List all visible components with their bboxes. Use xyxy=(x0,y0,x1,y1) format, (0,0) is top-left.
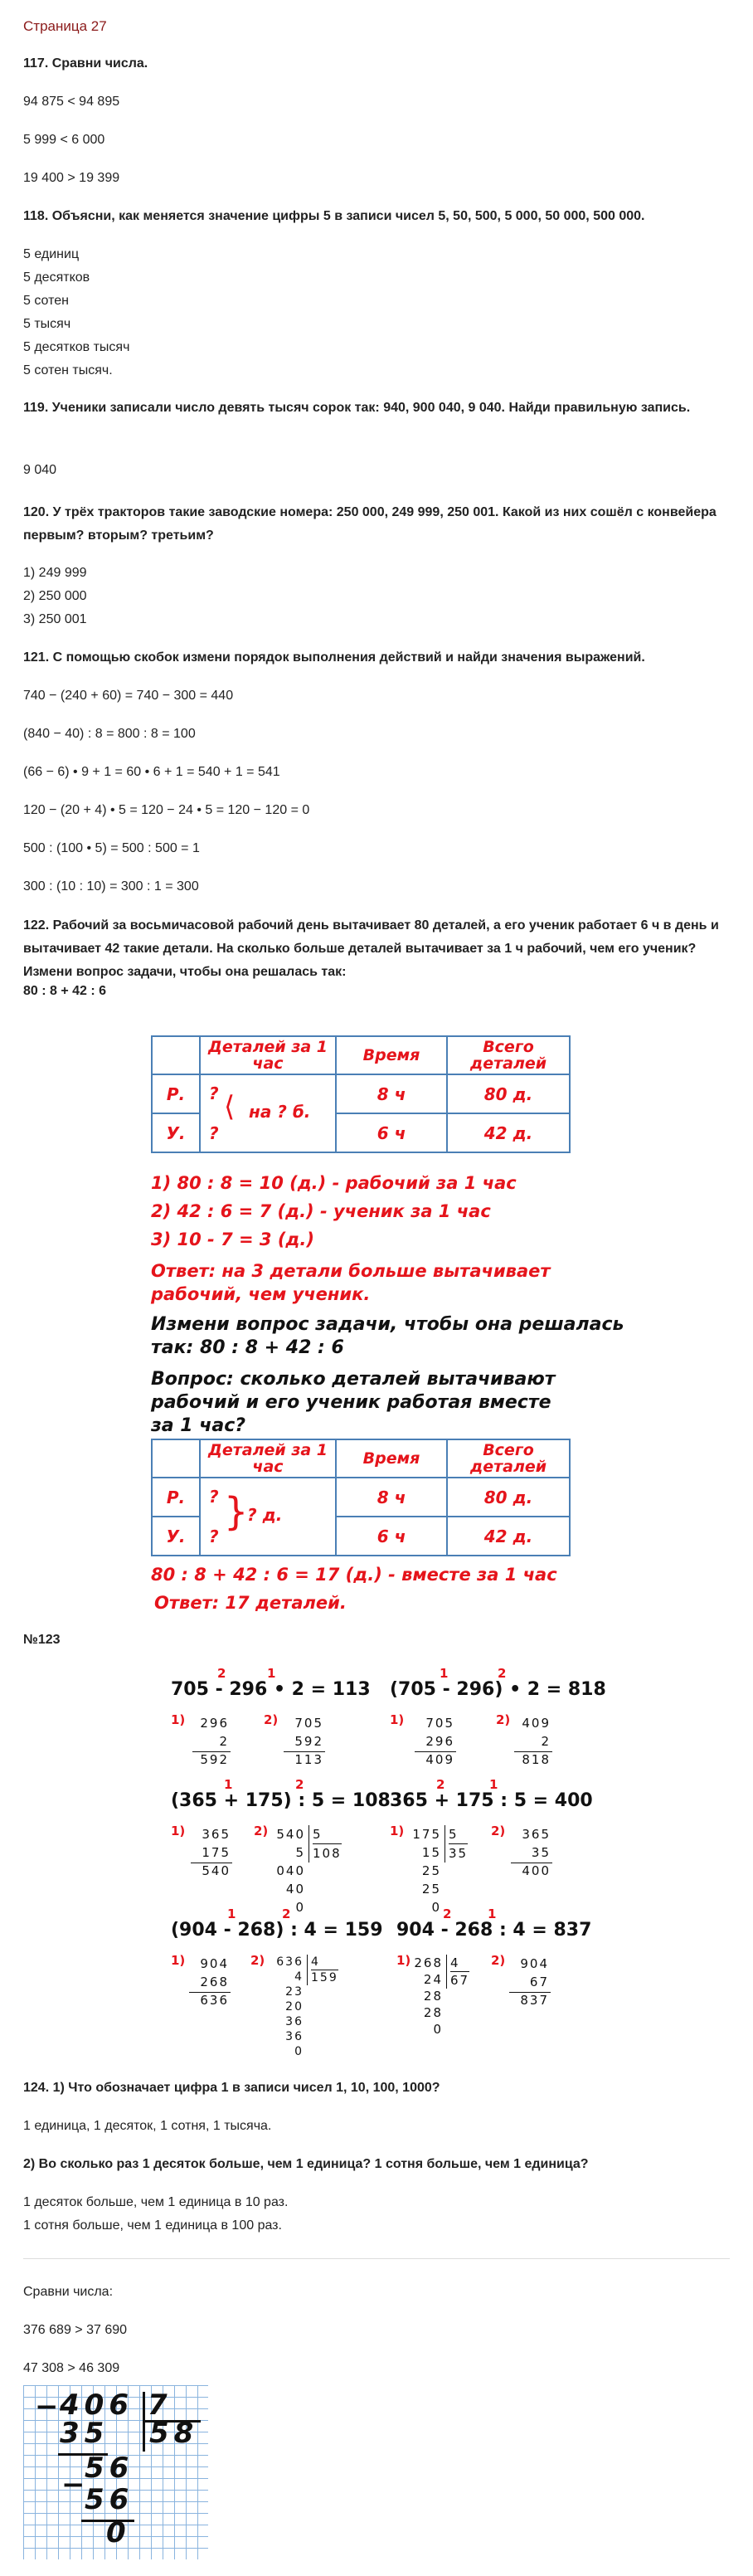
step-number: 2) xyxy=(254,1824,269,1838)
expression: 904 - 268 : 4 = 837 xyxy=(396,1920,592,1941)
order-mark: 1 xyxy=(489,1777,498,1792)
order-mark: 2 xyxy=(498,1666,507,1681)
task-123-heading: №123 xyxy=(23,1633,61,1647)
task-122-table-1 xyxy=(151,1035,571,1153)
task-121-line: 120 − (20 + 4) • 5 = 120 − 24 • 5 = 120 − 120 = 0 xyxy=(23,803,310,817)
row-label: Р. xyxy=(152,1074,200,1113)
dividend: 406 xyxy=(60,2389,134,2422)
table-cell xyxy=(200,1074,336,1152)
subtrahend: 56 xyxy=(85,2483,134,2516)
step-number: 1) xyxy=(390,1712,405,1727)
question-mark: ? xyxy=(209,1487,219,1507)
task-120-line: 3) 250 001 xyxy=(23,612,87,626)
table-header: Время xyxy=(336,1036,447,1074)
brace-icon: } xyxy=(224,1489,249,1534)
divisor: 7 xyxy=(148,2389,168,2422)
remainder-step: 56 xyxy=(85,2452,134,2485)
table-header: Деталей за 1 час xyxy=(200,1439,336,1478)
table-cell: 42 д. xyxy=(447,1113,570,1152)
compare-line: 376 689 > 37 690 xyxy=(23,2323,128,2337)
table-cell: 80 д. xyxy=(447,1478,570,1517)
task-118-line: 5 сотен xyxy=(23,294,69,308)
step-number: 2) xyxy=(496,1712,511,1727)
step-number: 2) xyxy=(491,1824,506,1838)
table-cell xyxy=(200,1478,336,1556)
task-124-answer: 1 сотня больше, чем 1 единица в 100 раз. xyxy=(23,2218,282,2233)
task-119-answer: 9 040 xyxy=(23,463,57,477)
task-124-answer: 1 десяток больше, чем 1 единица в 10 раз. xyxy=(23,2195,289,2209)
table-header: Всего деталей xyxy=(447,1036,570,1074)
step-number: 1) xyxy=(390,1824,405,1838)
calc-column: 5 35 xyxy=(445,1825,468,1863)
answer-line: Ответ: на 3 детали больше вытачивает xyxy=(151,1261,551,1281)
expression: (705 - 296) • 2 = 818 xyxy=(390,1679,606,1700)
page-title: Страница 27 xyxy=(23,18,107,34)
task-120-line: 2) 250 000 xyxy=(23,589,87,603)
order-mark: 1 xyxy=(440,1666,449,1681)
change-question-line: Измени вопрос задачи, чтобы она решалась xyxy=(151,1314,624,1335)
expression: 705 - 296 • 2 = 113 xyxy=(171,1679,371,1700)
row-label: У. xyxy=(152,1517,200,1556)
step-number: 2) xyxy=(491,1953,506,1968)
calc-column: 409 2 818 xyxy=(522,1716,551,1767)
table-cell xyxy=(152,1439,200,1478)
task-121-line: (840 − 40) : 8 = 800 : 8 = 100 xyxy=(23,727,196,741)
task-117-line: 94 875 < 94 895 xyxy=(23,95,120,109)
step-number: 1) xyxy=(171,1712,186,1727)
task-118-line: 5 десятков xyxy=(23,270,90,285)
table-header: Всего деталей xyxy=(447,1439,570,1478)
task-120-heading: 120. У трёх тракторов такие заводские номера: 250 000, 249 999, 250 001. Какой из них сошёл с конвейера первым? вторым? третьим? xyxy=(23,505,717,543)
compare-heading: Сравни числа: xyxy=(23,2285,114,2299)
order-mark: 1 xyxy=(267,1666,276,1681)
table-cell: 80 д. xyxy=(447,1074,570,1113)
task-117-line: 5 999 < 6 000 xyxy=(23,133,105,147)
brace-arrow-icon: ⟨ xyxy=(224,1090,236,1123)
minus-sign: − xyxy=(35,2390,59,2423)
table-cell: 6 ч xyxy=(336,1113,447,1152)
order-mark: 1 xyxy=(224,1777,233,1792)
final-answer-line: Ответ: 17 деталей. xyxy=(154,1593,347,1613)
calc-column: 904 268 636 xyxy=(200,1956,229,2008)
table-cell xyxy=(152,1036,200,1074)
task-120-line: 1) 249 999 xyxy=(23,566,87,580)
table-cell: 42 д. xyxy=(447,1517,570,1556)
task-119-heading: 119. Ученики записали число девять тысяч сорок так: 940, 900 040, 9 040. Найди правильную запись. xyxy=(23,401,691,415)
order-mark: 2 xyxy=(436,1777,445,1792)
change-question-line: так: 80 : 8 + 42 : 6 xyxy=(151,1337,344,1358)
minus-sign: − xyxy=(61,2468,85,2501)
new-question-line: за 1 час? xyxy=(151,1415,246,1436)
order-mark: 2 xyxy=(443,1906,452,1921)
calc-column: 705 592 113 xyxy=(294,1716,323,1767)
task-121-line: (66 − 6) • 9 + 1 = 60 • 6 + 1 = 540 + 1 = 541 xyxy=(23,765,280,779)
step-number: 2) xyxy=(264,1712,279,1727)
question-mark: ? xyxy=(209,1123,219,1143)
calc-column: 4 159 xyxy=(307,1955,338,1985)
order-mark: 1 xyxy=(488,1906,497,1921)
task-121-line: 740 − (240 + 60) = 740 − 300 = 440 xyxy=(23,689,234,703)
expression: 365 + 175 : 5 = 400 xyxy=(390,1790,593,1811)
table-cell: 6 ч xyxy=(336,1517,447,1556)
task-121-heading: 121. С помощью скобок измени порядок выполнения действий и найди значения выражений. xyxy=(23,650,645,665)
order-mark: 2 xyxy=(217,1666,226,1681)
task-118-line: 5 десятков тысяч xyxy=(23,340,130,354)
table-header: Время xyxy=(336,1439,447,1478)
table-cell: 8 ч xyxy=(336,1478,447,1517)
quotient: 58 xyxy=(149,2417,199,2450)
step-number: 1) xyxy=(171,1953,186,1968)
calc-column: 636 4 23 20 36 36 0 xyxy=(276,1955,304,2058)
calc-column: 4 67 xyxy=(446,1955,469,1989)
task-121-line: 300 : (10 : 10) = 300 : 1 = 300 xyxy=(23,879,199,894)
table-cell: 8 ч xyxy=(336,1074,447,1113)
calc-column: 268 24 28 28 0 xyxy=(414,1955,443,2037)
calc-column: 175 15 25 25 0 xyxy=(412,1827,441,1915)
new-question-line: рабочий и его ученик работая вместе xyxy=(151,1392,551,1413)
expression: (904 - 268) : 4 = 159 xyxy=(171,1920,383,1941)
task-124-heading: 124. 1) Что обозначает цифра 1 в записи чисел 1, 10, 100, 1000? xyxy=(23,2081,440,2095)
step-number: 1) xyxy=(396,1953,411,1968)
task-124-heading: 2) Во сколько раз 1 десяток больше, чем 1 единица? 1 сотня больше, чем 1 единица? xyxy=(23,2157,589,2171)
calc-column: 296 2 592 xyxy=(200,1716,229,1767)
order-mark: 2 xyxy=(295,1777,304,1792)
task-117-heading: 117. Сравни числа. xyxy=(23,56,148,71)
task-118-line: 5 сотен тысяч. xyxy=(23,363,113,377)
question-mark: ? xyxy=(209,1083,219,1103)
brace-label: на ? б. xyxy=(249,1102,311,1122)
task-117-line: 19 400 > 19 399 xyxy=(23,171,120,185)
step-number: 1) xyxy=(171,1824,186,1838)
task-118-heading: 118. Объясни, как меняется значение цифры 5 в записи чисел 5, 50, 500, 5 000, 50 000, 500 000. xyxy=(23,209,645,223)
calc-column: 540 5 040 40 0 xyxy=(276,1827,305,1915)
calc-column: 5 108 xyxy=(308,1825,342,1863)
task-122-heading: 122. Рабочий за восьмичасовой рабочий день вытачивает 80 деталей, а его ученик работает 6 ч в день и вытачивает 42 такие детали. На сколько больше деталей вытачивает за 1 ч рабочий, чем его ученик? Измени вопрос задачи, чтобы она решалась так: xyxy=(23,918,719,979)
order-mark: 2 xyxy=(282,1906,291,1921)
row-label: У. xyxy=(152,1113,200,1152)
divider xyxy=(23,2258,730,2259)
task-122-expression: 80 : 8 + 42 : 6 xyxy=(23,984,107,998)
task-118-line: 5 тысяч xyxy=(23,317,71,331)
task-124-answer: 1 единица, 1 десяток, 1 сотня, 1 тысяча. xyxy=(23,2119,272,2133)
subtrahend: 35 xyxy=(60,2417,109,2450)
question-mark: ? xyxy=(209,1527,219,1546)
final-solution-line: 80 : 8 + 42 : 6 = 17 (д.) - вместе за 1 час xyxy=(151,1565,557,1585)
task-121-line: 500 : (100 • 5) = 500 : 500 = 1 xyxy=(23,841,200,855)
calc-column: 365 35 400 xyxy=(522,1827,551,1878)
long-division-grid xyxy=(23,2385,208,2559)
new-question-line: Вопрос: сколько деталей вытачивают xyxy=(151,1369,556,1390)
expression: (365 + 175) : 5 = 108 xyxy=(171,1790,391,1811)
calc-column: 904 67 837 xyxy=(520,1956,549,2008)
solution-line: 1) 80 : 8 = 10 (д.) - рабочий за 1 час xyxy=(151,1173,517,1193)
row-label: Р. xyxy=(152,1478,200,1517)
task-122-table-2 xyxy=(151,1439,571,1556)
calc-column: 365 175 540 xyxy=(202,1827,231,1878)
solution-line: 2) 42 : 6 = 7 (д.) - ученик за 1 час xyxy=(151,1201,491,1221)
remainder: 0 xyxy=(106,2516,126,2549)
step-number: 2) xyxy=(250,1953,265,1968)
task-118-line: 5 единиц xyxy=(23,247,80,261)
compare-line: 47 308 > 46 309 xyxy=(23,2361,120,2375)
solution-line: 3) 10 - 7 = 3 (д.) xyxy=(151,1230,314,1249)
table-header: Деталей за 1 час xyxy=(200,1036,336,1074)
brace-label: ? д. xyxy=(247,1505,283,1525)
answer-line: рабочий, чем ученик. xyxy=(151,1284,371,1304)
calc-column: 705 296 409 xyxy=(425,1716,454,1767)
order-mark: 1 xyxy=(227,1906,236,1921)
